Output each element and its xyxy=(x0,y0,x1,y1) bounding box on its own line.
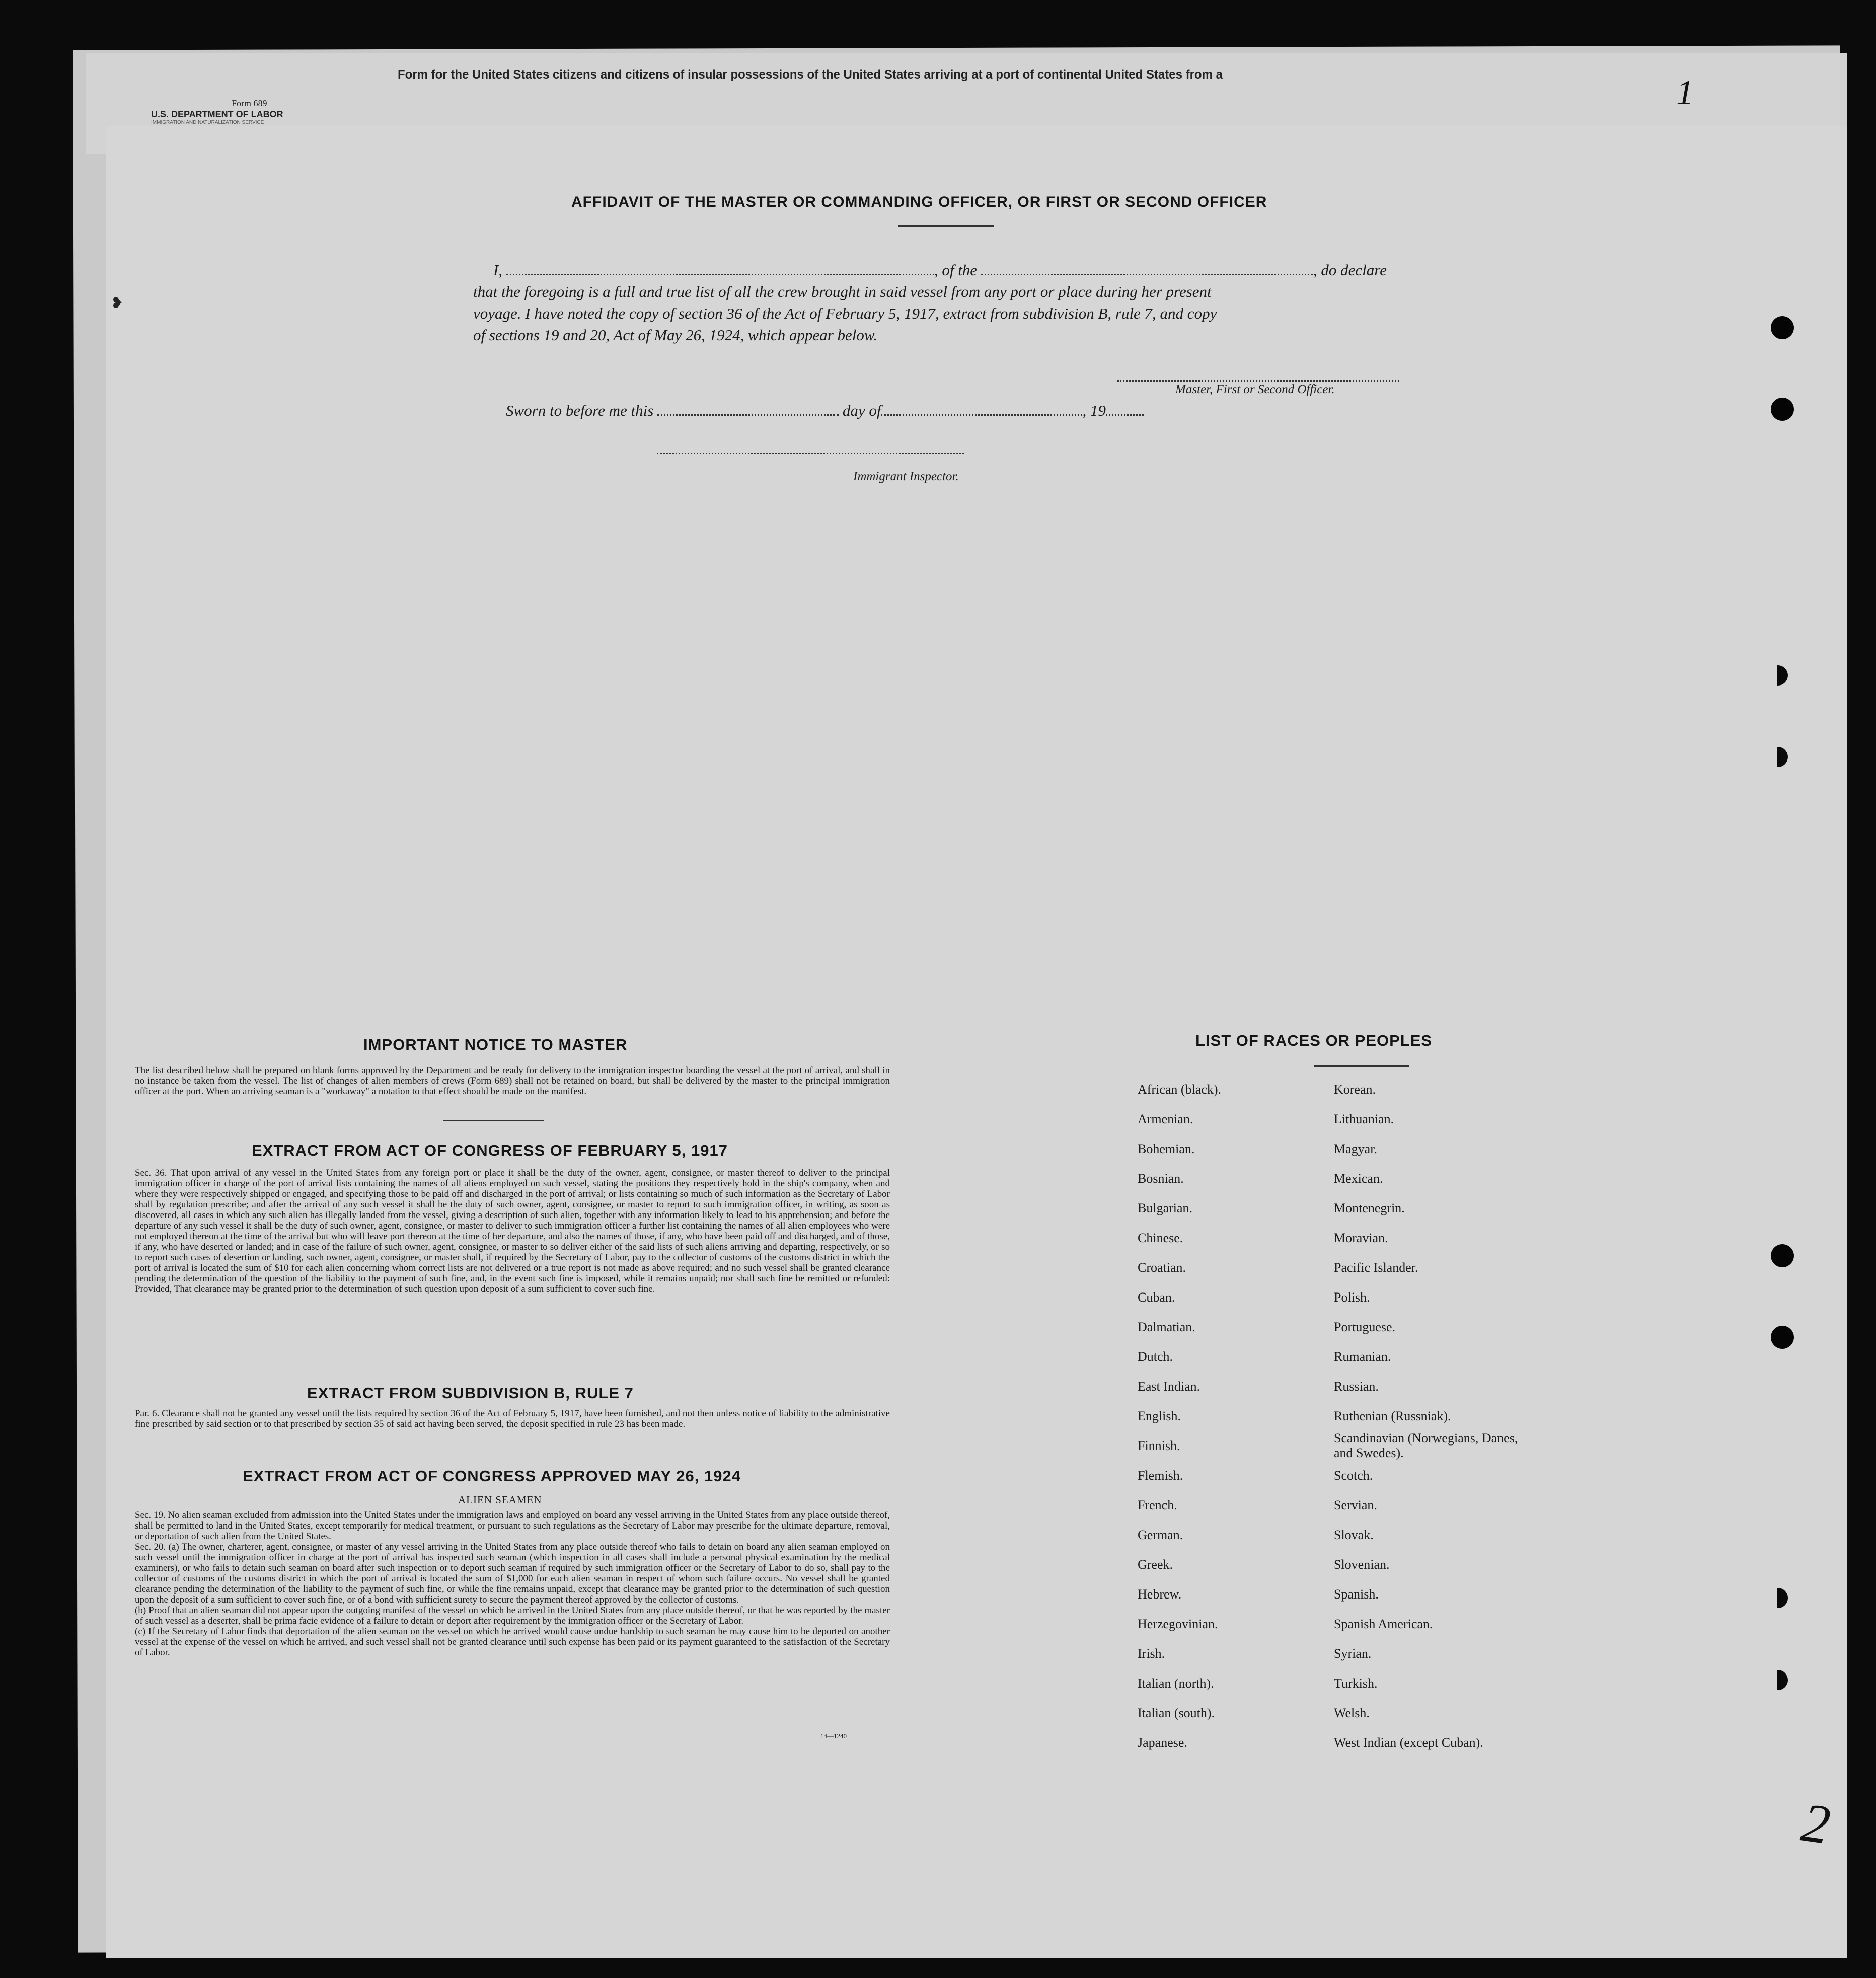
punch-hole xyxy=(1777,665,1788,686)
race-item: Turkish. xyxy=(1334,1676,1378,1691)
race-item: Moravian. xyxy=(1334,1231,1388,1245)
department-name: U.S. DEPARTMENT OF LABOR xyxy=(151,109,283,119)
affidavit-line-4: of sections 19 and 20, Act of May 26, 1924, which appear below. xyxy=(473,326,878,344)
race-item: German. xyxy=(1138,1528,1183,1542)
race-item: Montenegrin. xyxy=(1334,1201,1405,1215)
sworn-year-field[interactable] xyxy=(1106,414,1144,416)
declarant-name-field[interactable] xyxy=(506,274,934,275)
punch-hole xyxy=(1771,1326,1794,1349)
form-number: Form 689 xyxy=(232,98,267,108)
race-item: Bosnian. xyxy=(1138,1171,1184,1186)
master-signature-label: Master, First or Second Officer. xyxy=(1175,383,1335,396)
margin-mark: ❥ xyxy=(111,295,124,312)
race-item: Servian. xyxy=(1334,1498,1377,1512)
punch-hole xyxy=(1771,398,1794,421)
race-item: Magyar. xyxy=(1334,1142,1377,1156)
race-item: Irish. xyxy=(1138,1646,1165,1661)
races-title: LIST OF RACES OR PEOPLES xyxy=(1195,1032,1433,1049)
race-item: Dutch. xyxy=(1138,1349,1173,1364)
notice-body: The list described below shall be prepared on blank forms approved by the Department and be ready for delivery to the immigration inspector boarding the vessel at the port of arrival, and shall in no instance be taken from the vessel. The list of changes of alien members of crews (Form 689) shall not be retained on board, but shall be delivered by the master to the principal immigration officer at the port. When an arriving seaman is a "workaway" a notation to that effect should be made on the manifest. xyxy=(135,1065,890,1097)
section-20c-paragraph: (c) If the Secretary of Labor finds that deportation of the alien seaman on the vessel on which he arrived would cause undue hardship to such seaman he may cause him to be deported on another vessel at the expense of the vessel on which he arrived, and such vessel shall not be granted clearance until such expense has been paid or its payment guaranteed to the satisfaction of the Secretary of Labor. xyxy=(135,1626,890,1658)
master-signature-field[interactable] xyxy=(1117,380,1399,382)
race-item: Polish. xyxy=(1334,1290,1370,1305)
race-item: Scotch. xyxy=(1334,1468,1373,1483)
notice-divider xyxy=(443,1120,544,1121)
races-column-2 xyxy=(1334,1075,1535,1758)
race-item: Croatian. xyxy=(1138,1260,1186,1275)
race-item: Italian (north). xyxy=(1138,1676,1214,1691)
race-item: Rumanian. xyxy=(1334,1349,1391,1364)
race-item: Lithuanian. xyxy=(1334,1112,1394,1126)
race-item: Japanese. xyxy=(1138,1735,1187,1750)
race-item: Scandinavian (Norwegians, Danes, and Swedes). xyxy=(1334,1431,1518,1460)
extract-1924-title: EXTRACT FROM ACT OF CONGRESS APPROVED MAY 26, 1924 xyxy=(243,1467,741,1485)
race-item: Finnish. xyxy=(1138,1438,1180,1453)
punch-hole xyxy=(1771,316,1794,339)
races-column-1 xyxy=(1138,1075,1221,1758)
section-20a-paragraph: Sec. 20. (a) The owner, charterer, agent, consignee, or master of any vessel arriving in the United States from any place outside thereof who fails to detain on board any alien seaman employed on such vessel until the immigration officer in charge at the port of arrival has inspected such seaman (which inspection in all cases shall include a personal physical examination by the medical examiners), or who fails to detain such seaman on board after such inspection or to deport such seaman if required by such immigration officer or the Secretary of Labor to do so, shall pay to the collector of customs of the customs district in which the port of arrival is located the sum of $1,000 for each alien seaman in respect of whom such failure occurs. No vessel shall be granted clearance pending the determination of the liability to the payment of such fine, or while the fine remains unpaid, except that clearance may be granted prior to the determination of such question upon the deposit of a sum sufficient to cover such fine, or of a bond with sufficient surety to secure the payment thereof approved by the collector of customs. xyxy=(135,1542,890,1605)
section-19-paragraph: Sec. 19. No alien seaman excluded from admission into the United States under the immigration laws and employed on board any vessel arriving in the United States from any place outside thereof, shall be permitted to land in the United States, except temporarily for medical treatment, or pursuant to such regulations as the Secretary of Labor may prescribe for the ultimate departure, removal, or deportation of such alien from the United States. xyxy=(135,1510,890,1542)
race-item: East Indian. xyxy=(1138,1379,1200,1394)
sworn-line xyxy=(506,402,1144,420)
race-item: Dalmatian. xyxy=(1138,1320,1195,1334)
declarant-label: I, xyxy=(493,261,503,279)
race-item: Bohemian. xyxy=(1138,1142,1195,1156)
sworn-label: Sworn to before me this xyxy=(506,402,654,419)
race-item: Mexican. xyxy=(1334,1171,1383,1186)
race-item: Spanish. xyxy=(1334,1587,1379,1602)
notice-title: IMPORTANT NOTICE TO MASTER xyxy=(363,1036,628,1053)
race-item: Flemish. xyxy=(1138,1468,1183,1483)
race-item: West Indian (except Cuban). xyxy=(1334,1735,1483,1750)
race-item: Greek. xyxy=(1138,1557,1173,1572)
manifest-back-page xyxy=(106,126,1847,1958)
vessel-name-field[interactable] xyxy=(981,274,1313,275)
race-item: Pacific Islander. xyxy=(1334,1260,1418,1275)
day-of-label: day of xyxy=(842,402,881,419)
race-item: French. xyxy=(1138,1498,1177,1512)
affidavit-statement xyxy=(473,259,1540,346)
extract-1924-body xyxy=(135,1510,890,1658)
races-divider xyxy=(1314,1065,1409,1067)
punch-hole xyxy=(1771,1244,1794,1267)
affidavit-line-3: voyage. I have noted the copy of section 36 of the Act of February 5, 1917, extract from subdivision B, rule 7, and copy xyxy=(473,305,1217,322)
race-item: Cuban. xyxy=(1138,1290,1175,1305)
sworn-month-field[interactable] xyxy=(881,414,1082,416)
inspector-signature-field[interactable] xyxy=(657,453,964,454)
rule7-title: EXTRACT FROM SUBDIVISION B, RULE 7 xyxy=(307,1384,634,1402)
affidavit-line-1 xyxy=(473,259,1540,281)
inspector-signature-label: Immigrant Inspector. xyxy=(853,470,959,483)
extract-1917-title: EXTRACT FROM ACT OF CONGRESS OF FEBRUARY 5, 1917 xyxy=(252,1142,728,1159)
race-item: Slovak. xyxy=(1334,1528,1374,1542)
punch-hole xyxy=(1777,1670,1788,1690)
print-code: 14—1240 xyxy=(820,1732,847,1740)
underlying-sheet-top-line: Form for the United States citizens and citizens of insular possessions of the United States arriving at a port of continental United States from a xyxy=(398,68,1223,82)
corner-page-mark: 1 xyxy=(1676,73,1694,112)
race-item: Ruthenian (Russniak). xyxy=(1334,1409,1451,1423)
race-item: Italian (south). xyxy=(1138,1706,1215,1720)
vessel-label: , of the xyxy=(934,261,978,279)
title-divider xyxy=(898,225,994,227)
race-item: Slovenian. xyxy=(1334,1557,1390,1572)
punch-hole xyxy=(1777,1588,1788,1608)
affidavit-line-2: that the foregoing is a full and true list of all the crew brought in said vessel from any port or place during her present xyxy=(473,283,1212,300)
race-item: English. xyxy=(1138,1409,1181,1423)
affidavit-title: AFFIDAVIT OF THE MASTER OR COMMANDING OFFICER, OR FIRST OR SECOND OFFICER xyxy=(571,194,1267,210)
sworn-day-field[interactable] xyxy=(657,414,839,416)
declare-label: , do declare xyxy=(1313,261,1387,279)
rule7-body: Par. 6. Clearance shall not be granted any vessel until the lists required by section 36 of the Act of February 5, 1917, have been furnished, and not then unless notice of liability to the administrative fine prescribed by said section or to that prescribed by section 35 of said act having been served, the deposit specified in rule 23 has been made. xyxy=(135,1408,890,1429)
section-20b-paragraph: (b) Proof that an alien seaman did not appear upon the outgoing manifest of the vessel on which he arrived in the United States from any place outside thereof, or that he was reported by the master of such vessel as a deserter, shall be prima facie evidence of a failure to detain or deport after requirement by the immigration officer or the Secretary of Labor. xyxy=(135,1605,890,1626)
race-item: Welsh. xyxy=(1334,1706,1370,1720)
race-item: Russian. xyxy=(1334,1379,1379,1394)
alien-seamen-subtitle: ALIEN SEAMEN xyxy=(458,1494,542,1506)
race-item: Chinese. xyxy=(1138,1231,1183,1245)
race-item: Armenian. xyxy=(1138,1112,1193,1126)
race-item: Syrian. xyxy=(1334,1646,1372,1661)
year-prefix: , 19 xyxy=(1082,402,1106,419)
race-item: Hebrew. xyxy=(1138,1587,1182,1602)
race-item: African (black). xyxy=(1138,1082,1222,1097)
race-item: Spanish American. xyxy=(1334,1617,1433,1631)
race-item: Bulgarian. xyxy=(1138,1201,1193,1215)
page-number-mark: 2 xyxy=(1797,1791,1834,1856)
punch-hole xyxy=(1777,747,1788,767)
race-item: Portuguese. xyxy=(1334,1320,1396,1334)
extract-1917-body: Sec. 36. That upon arrival of any vessel in the United States from any foreign port or place it shall be the duty of the owner, agent, consignee, or master thereof to deliver to the principal immigration officer in charge of the port of arrival lists containing the names of all aliens employed on such vessel, stating the positions they respectively hold in the ship's company, when and where they were respectively shipped or engaged, and specifying those to be paid off and discharged in the port of arrival; or lists containing so much of such information as the Secretary of Labor shall by regulation prescribe; and after the arrival of any such vessel it shall be the duty of such owner, agent, consignee, or master to report to such immigration officer, in writing, as soon as discovered, all cases in which any such alien has illegally landed from the vessel, giving a description of such alien, together with any information likely to lead to his apprehension; and before the departure of any such vessel it shall be the duty of such owner, agent, consignee, or master to deliver to such immigration officer a further list containing the names of all alien employees who were not employed thereon at the time of the arrival but who will leave port thereon at the time of her departure, and also the names of those, if any, who have been paid off and discharged, and of those, if any, who have deserted or landed; and in case of the failure of such owner, agent, consignee, or master to so deliver either of the said lists of such aliens arriving and departing, respectively, or so to report such cases of desertion or landing, such owner, agent, consignee, or master shall, if required by the Secretary of Labor, pay to the collector of customs of the customs district in which the port of arrival is located the sum of $10 for each alien concerning whom correct lists are not delivered or a true report is not made as above required; and no such vessel shall be granted clearance pending the determination of the question of the liability to the payment of such fine, and, in the event such fine is imposed, while it remains unpaid; nor shall such fine be remitted or refunded: Provided, That clearance may be granted prior to the determination of such question upon deposit of a sum sufficient to cover such fine. xyxy=(135,1168,890,1295)
race-item: Korean. xyxy=(1334,1082,1376,1097)
bureau-name: IMMIGRATION AND NATURALIZATION SERVICE xyxy=(151,120,264,125)
race-item: Herzegovinian. xyxy=(1138,1617,1218,1631)
